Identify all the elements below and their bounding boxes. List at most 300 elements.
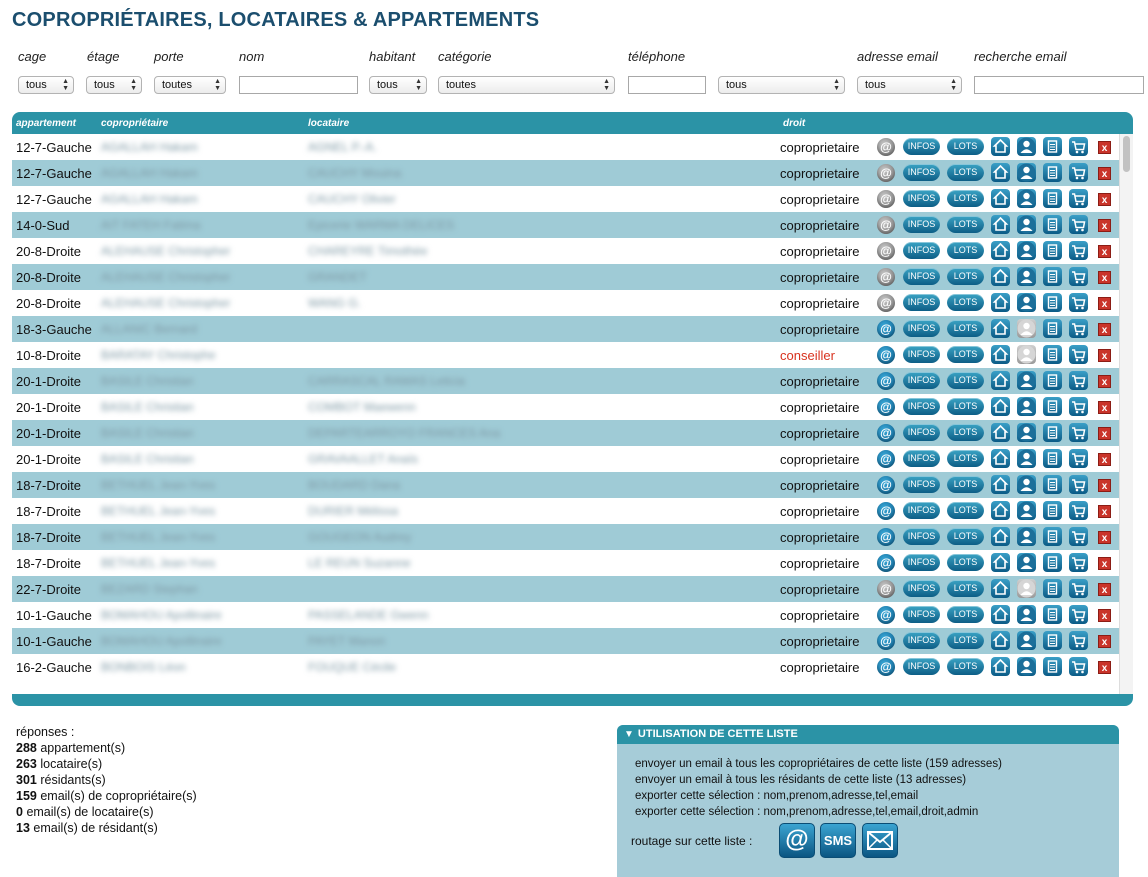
- stat-line: [16, 788, 197, 804]
- document-icon[interactable]: [1043, 605, 1062, 624]
- cell-locataire[interactable]: WANG G.: [308, 296, 361, 310]
- infos-button[interactable]: INFOS: [903, 502, 940, 519]
- lots-button[interactable]: LOTS: [947, 450, 984, 467]
- cell-coproprietaire[interactable]: BONBOIS Léon: [101, 660, 186, 674]
- document-icon[interactable]: [1043, 371, 1062, 390]
- lots-button[interactable]: LOTS: [947, 372, 984, 389]
- infos-button[interactable]: INFOS: [903, 554, 940, 571]
- infos-button[interactable]: INFOS: [903, 294, 940, 311]
- table-row[interactable]: [12, 576, 1119, 602]
- cell-droit: coproprietaire: [780, 556, 860, 571]
- cage-select-value: tous: [26, 79, 47, 91]
- table-row[interactable]: [12, 550, 1119, 576]
- table-row[interactable]: [12, 290, 1119, 316]
- user-icon[interactable]: [1017, 605, 1036, 624]
- document-icon[interactable]: [1043, 553, 1062, 572]
- table-row[interactable]: [12, 264, 1119, 290]
- lots-button[interactable]: LOTS: [947, 476, 984, 493]
- infos-button[interactable]: INFOS: [903, 320, 940, 337]
- cell-appartement: 18-7-Droite: [16, 504, 82, 519]
- email-at-button[interactable]: @: [877, 398, 895, 416]
- filter-label-recherche-email: recherche email: [974, 49, 1067, 64]
- habitant-select[interactable]: [369, 76, 427, 94]
- stat-count: 13: [16, 821, 30, 835]
- routage-sms-button[interactable]: SMS: [820, 823, 856, 858]
- cell-coproprietaire[interactable]: ALEHAUSE Christopher: [101, 270, 231, 284]
- email-at-button[interactable]: @: [877, 450, 895, 468]
- table-row[interactable]: [12, 238, 1119, 264]
- filter-label-etage: étage: [87, 49, 120, 64]
- etage-select[interactable]: [86, 76, 142, 94]
- lots-button[interactable]: LOTS: [947, 398, 984, 415]
- cell-appartement: 12-7-Gauche: [16, 140, 92, 155]
- cage-select[interactable]: [18, 76, 74, 94]
- delete-icon[interactable]: x: [1098, 583, 1111, 596]
- cell-coproprietaire[interactable]: BETHUEL Jean-Yves: [101, 556, 216, 570]
- cell-locataire[interactable]: GRANDET: [308, 270, 367, 284]
- cell-locataire[interactable]: CAUCHY Mouina: [308, 166, 402, 180]
- delete-icon[interactable]: x: [1098, 505, 1111, 518]
- table-row[interactable]: [12, 446, 1119, 472]
- cell-coproprietaire[interactable]: BARATAY Christophe: [101, 348, 216, 362]
- table-row[interactable]: [12, 342, 1119, 368]
- document-icon[interactable]: [1043, 423, 1062, 442]
- cell-locataire[interactable]: CARRASCAL RAMAS Leticia: [308, 374, 465, 388]
- table-row[interactable]: [12, 498, 1119, 524]
- table-row[interactable]: [12, 524, 1119, 550]
- etage-select-value: tous: [94, 79, 115, 91]
- cell-coproprietaire[interactable]: BASILE Christian: [101, 452, 194, 466]
- cart-icon[interactable]: [1069, 163, 1088, 182]
- usage-panel: [617, 725, 1119, 877]
- user-icon[interactable]: [1017, 553, 1036, 572]
- lots-button[interactable]: LOTS: [947, 216, 984, 233]
- grid-scrollbar-thumb[interactable]: [1123, 136, 1130, 172]
- stats-label: réponses :: [16, 725, 75, 739]
- cart-icon[interactable]: [1069, 397, 1088, 416]
- email-at-button[interactable]: @: [877, 242, 895, 260]
- cell-locataire[interactable]: CAUCHY Olivier: [308, 192, 396, 206]
- email-at-button[interactable]: @: [877, 580, 895, 598]
- cell-coproprietaire[interactable]: AGALLAH Hakam: [101, 192, 198, 206]
- home-icon[interactable]: [991, 293, 1010, 312]
- infos-button[interactable]: INFOS: [903, 398, 940, 415]
- infos-button[interactable]: INFOS: [903, 580, 940, 597]
- recherche-email-input[interactable]: [974, 76, 1144, 94]
- document-icon[interactable]: [1043, 397, 1062, 416]
- user-icon[interactable]: [1017, 215, 1036, 234]
- delete-icon[interactable]: x: [1098, 193, 1111, 206]
- table-row[interactable]: [12, 602, 1119, 628]
- cart-icon[interactable]: [1069, 527, 1088, 546]
- cart-icon[interactable]: [1069, 319, 1088, 338]
- stat-text: email(s) de locataire(s): [26, 805, 154, 819]
- cell-droit: coproprietaire: [780, 296, 860, 311]
- telephone-select[interactable]: [718, 76, 845, 94]
- stat-count: 288: [16, 741, 37, 755]
- select-arrows-icon: ▲ ▼: [214, 78, 221, 92]
- home-icon[interactable]: [991, 397, 1010, 416]
- stat-count: 0: [16, 805, 23, 819]
- home-icon[interactable]: [991, 137, 1010, 156]
- cell-locataire[interactable]: GOUGEON Audrey: [308, 530, 412, 544]
- home-icon[interactable]: [991, 449, 1010, 468]
- cell-appartement: 10-1-Gauche: [16, 634, 92, 649]
- cart-icon[interactable]: [1069, 449, 1088, 468]
- table-row[interactable]: [12, 654, 1119, 680]
- home-icon[interactable]: [991, 579, 1010, 598]
- lots-button[interactable]: LOTS: [947, 424, 984, 441]
- cell-coproprietaire[interactable]: BOMAHOU Apollinaire: [101, 634, 222, 648]
- document-icon[interactable]: [1043, 501, 1062, 520]
- delete-icon[interactable]: x: [1098, 661, 1111, 674]
- categorie-select[interactable]: [438, 76, 615, 94]
- column-header-locataire[interactable]: locataire: [308, 118, 350, 129]
- cell-coproprietaire[interactable]: BASILE Christian: [101, 400, 194, 414]
- infos-button[interactable]: INFOS: [903, 242, 940, 259]
- cell-locataire[interactable]: FOUQUE Cécile: [308, 660, 397, 674]
- cart-icon[interactable]: [1069, 605, 1088, 624]
- home-icon[interactable]: [991, 501, 1010, 520]
- cell-locataire[interactable]: AGNEL P.-A.: [308, 140, 377, 154]
- document-icon[interactable]: [1043, 189, 1062, 208]
- table-row[interactable]: [12, 628, 1119, 654]
- email-at-button[interactable]: @: [877, 216, 895, 234]
- lots-button[interactable]: LOTS: [947, 268, 984, 285]
- lots-button[interactable]: LOTS: [947, 580, 984, 597]
- user-icon[interactable]: [1017, 189, 1036, 208]
- stat-text: locataire(s): [40, 757, 103, 771]
- infos-button[interactable]: INFOS: [903, 424, 940, 441]
- column-header-coproprietaire[interactable]: copropriétaire: [101, 118, 169, 129]
- home-icon[interactable]: [991, 657, 1010, 676]
- user-icon[interactable]: [1017, 137, 1036, 156]
- delete-icon[interactable]: x: [1098, 427, 1111, 440]
- cell-coproprietaire[interactable]: BASILE Christian: [101, 374, 194, 388]
- cart-icon[interactable]: [1069, 501, 1088, 520]
- cell-droit: coproprietaire: [780, 218, 860, 233]
- cell-appartement: 10-8-Droite: [16, 348, 82, 363]
- lots-button[interactable]: LOTS: [947, 242, 984, 259]
- infos-button[interactable]: INFOS: [903, 450, 940, 467]
- porte-select[interactable]: [154, 76, 226, 94]
- table-row[interactable]: [12, 160, 1119, 186]
- document-icon[interactable]: [1043, 215, 1062, 234]
- delete-icon[interactable]: x: [1098, 453, 1111, 466]
- email-at-button[interactable]: @: [877, 554, 895, 572]
- delete-icon[interactable]: x: [1098, 557, 1111, 570]
- cell-locataire[interactable]: CHAREYRE Timothée: [308, 244, 428, 258]
- user-icon[interactable]: [1017, 657, 1036, 676]
- user-icon[interactable]: [1017, 397, 1036, 416]
- cell-droit: coproprietaire: [780, 452, 860, 467]
- infos-button[interactable]: INFOS: [903, 138, 940, 155]
- cell-appartement: 20-1-Droite: [16, 426, 82, 441]
- cart-icon[interactable]: [1069, 553, 1088, 572]
- home-icon[interactable]: [991, 371, 1010, 390]
- email-at-button[interactable]: @: [877, 372, 895, 390]
- cart-icon[interactable]: [1069, 423, 1088, 442]
- stat-line: [16, 820, 197, 836]
- grid-header: [12, 112, 1133, 134]
- cell-coproprietaire[interactable]: BASILE Christian: [101, 426, 194, 440]
- document-icon[interactable]: [1043, 527, 1062, 546]
- cart-icon[interactable]: [1069, 241, 1088, 260]
- delete-icon[interactable]: x: [1098, 635, 1111, 648]
- infos-button[interactable]: INFOS: [903, 216, 940, 233]
- cell-appartement: 20-8-Droite: [16, 296, 82, 311]
- infos-button[interactable]: INFOS: [903, 164, 940, 181]
- cell-locataire[interactable]: DURIER Mélissa: [308, 504, 399, 518]
- select-arrows-icon: ▲ ▼: [950, 78, 957, 92]
- lots-button[interactable]: LOTS: [947, 528, 984, 545]
- lots-button[interactable]: LOTS: [947, 502, 984, 519]
- email-at-button[interactable]: @: [877, 268, 895, 286]
- home-icon[interactable]: [991, 553, 1010, 572]
- stat-line: [16, 804, 197, 820]
- user-icon[interactable]: [1017, 579, 1036, 598]
- table-row[interactable]: [12, 316, 1119, 342]
- home-icon[interactable]: [991, 475, 1010, 494]
- user-icon[interactable]: [1017, 631, 1036, 650]
- cell-locataire[interactable]: PASSELANDE Gwenn: [308, 608, 429, 622]
- cart-icon[interactable]: [1069, 657, 1088, 676]
- table-row[interactable]: [12, 186, 1119, 212]
- cell-coproprietaire[interactable]: BETHUEL Jean-Yves: [101, 530, 216, 544]
- cell-coproprietaire[interactable]: BEZARD Stephan: [101, 582, 198, 596]
- home-icon[interactable]: [991, 605, 1010, 624]
- column-header-droit[interactable]: droit: [783, 118, 806, 129]
- document-icon[interactable]: [1043, 163, 1062, 182]
- filter-label-nom: nom: [239, 49, 265, 64]
- delete-icon[interactable]: x: [1098, 271, 1111, 284]
- table-row[interactable]: [12, 212, 1119, 238]
- delete-icon[interactable]: x: [1098, 349, 1111, 362]
- user-icon[interactable]: [1017, 163, 1036, 182]
- cell-locataire[interactable]: Epicerie WARMA DELICES: [308, 218, 455, 232]
- infos-button[interactable]: INFOS: [903, 658, 940, 675]
- cell-locataire[interactable]: DEPARTEARROYO FRANCES Ana: [308, 426, 501, 440]
- cell-coproprietaire[interactable]: BOMAHOU Apollinaire: [101, 608, 222, 622]
- document-icon[interactable]: [1043, 657, 1062, 676]
- user-icon[interactable]: [1017, 449, 1036, 468]
- email-at-button[interactable]: @: [877, 346, 895, 364]
- delete-icon[interactable]: x: [1098, 609, 1111, 622]
- document-icon[interactable]: [1043, 137, 1062, 156]
- cart-icon[interactable]: [1069, 345, 1088, 364]
- filter-label-telephone: téléphone: [628, 49, 686, 64]
- cell-locataire[interactable]: COMBOT Maewenn: [308, 400, 416, 414]
- delete-icon[interactable]: x: [1098, 141, 1111, 154]
- home-icon[interactable]: [991, 163, 1010, 182]
- cell-droit: coproprietaire: [780, 608, 860, 623]
- email-at-button[interactable]: @: [877, 320, 895, 338]
- cell-coproprietaire[interactable]: AIT FATEH Fatima: [101, 218, 201, 232]
- email-at-button[interactable]: @: [877, 294, 895, 312]
- export-basic-link[interactable]: exporter cette sélection : nom,prenom,adresse,tel,email: [635, 790, 919, 802]
- infos-button[interactable]: INFOS: [903, 528, 940, 545]
- cell-appartement: 18-3-Gauche: [16, 322, 92, 337]
- lots-button[interactable]: LOTS: [947, 346, 984, 363]
- select-arrows-icon: ▲ ▼: [603, 78, 610, 92]
- email-at-button[interactable]: @: [877, 632, 895, 650]
- email-at-button[interactable]: @: [877, 528, 895, 546]
- stat-count: 159: [16, 789, 37, 803]
- email-at-button[interactable]: @: [877, 606, 895, 624]
- delete-icon[interactable]: x: [1098, 531, 1111, 544]
- user-icon[interactable]: [1017, 475, 1036, 494]
- home-icon[interactable]: [991, 189, 1010, 208]
- infos-button[interactable]: INFOS: [903, 268, 940, 285]
- document-icon[interactable]: [1043, 319, 1062, 338]
- infos-button[interactable]: INFOS: [903, 372, 940, 389]
- home-icon[interactable]: [991, 423, 1010, 442]
- delete-icon[interactable]: x: [1098, 375, 1111, 388]
- export-full-link[interactable]: exporter cette sélection : nom,prenom,adresse,tel,email,droit,admin: [635, 806, 979, 818]
- cell-appartement: 10-1-Gauche: [16, 608, 92, 623]
- cell-coproprietaire[interactable]: AGALLAH Hakam: [101, 140, 198, 154]
- filter-label-habitant: habitant: [369, 49, 416, 64]
- home-icon[interactable]: [991, 319, 1010, 338]
- lots-button[interactable]: LOTS: [947, 606, 984, 623]
- home-icon[interactable]: [991, 267, 1010, 286]
- lots-button[interactable]: LOTS: [947, 658, 984, 675]
- cell-coproprietaire[interactable]: ALEHAUSE Christopher: [101, 296, 231, 310]
- routage-email-button[interactable]: @: [779, 823, 815, 858]
- cell-locataire[interactable]: PAYET Manon: [308, 634, 386, 648]
- infos-button[interactable]: INFOS: [903, 346, 940, 363]
- lots-button[interactable]: LOTS: [947, 190, 984, 207]
- infos-button[interactable]: INFOS: [903, 632, 940, 649]
- cell-coproprietaire[interactable]: AGALLAH Hakam: [101, 166, 198, 180]
- send-email-owners-link[interactable]: envoyer un email à tous les copropriétaires de cette liste (159 adresses): [635, 758, 1002, 770]
- lots-button[interactable]: LOTS: [947, 320, 984, 337]
- cell-coproprietaire[interactable]: BETHUEL Jean-Yves: [101, 504, 216, 518]
- email-at-button[interactable]: @: [877, 424, 895, 442]
- cell-coproprietaire[interactable]: ALLANIC Bernard: [101, 322, 198, 336]
- delete-icon[interactable]: x: [1098, 297, 1111, 310]
- user-icon[interactable]: [1017, 423, 1036, 442]
- user-icon[interactable]: [1017, 293, 1036, 312]
- infos-button[interactable]: INFOS: [903, 476, 940, 493]
- delete-icon[interactable]: x: [1098, 479, 1111, 492]
- user-icon[interactable]: [1017, 371, 1036, 390]
- table-row[interactable]: [12, 472, 1119, 498]
- user-icon[interactable]: [1017, 319, 1036, 338]
- cell-appartement: 22-7-Droite: [16, 582, 82, 597]
- user-icon[interactable]: [1017, 241, 1036, 260]
- adresse-email-select[interactable]: [857, 76, 962, 94]
- home-icon[interactable]: [991, 215, 1010, 234]
- infos-button[interactable]: INFOS: [903, 606, 940, 623]
- email-at-button[interactable]: @: [877, 658, 895, 676]
- document-icon[interactable]: [1043, 267, 1062, 286]
- home-icon[interactable]: [991, 241, 1010, 260]
- delete-icon[interactable]: x: [1098, 219, 1111, 232]
- email-at-button[interactable]: @: [877, 138, 895, 156]
- document-icon[interactable]: [1043, 449, 1062, 468]
- adresse-email-select-value: tous: [865, 79, 886, 91]
- infos-button[interactable]: INFOS: [903, 190, 940, 207]
- delete-icon[interactable]: x: [1098, 401, 1111, 414]
- cell-coproprietaire[interactable]: ALEHAUSE Christopher: [101, 244, 231, 258]
- cell-locataire[interactable]: BOUDARD Dana: [308, 478, 401, 492]
- document-icon[interactable]: [1043, 475, 1062, 494]
- document-icon[interactable]: [1043, 293, 1062, 312]
- home-icon[interactable]: [991, 345, 1010, 364]
- cart-icon[interactable]: [1069, 189, 1088, 208]
- cell-droit: conseiller: [780, 348, 835, 363]
- select-arrows-icon: ▲ ▼: [415, 78, 422, 92]
- cart-icon[interactable]: [1069, 631, 1088, 650]
- telephone-input[interactable]: [628, 76, 706, 94]
- delete-icon[interactable]: x: [1098, 245, 1111, 258]
- nom-input[interactable]: [239, 76, 358, 94]
- cart-icon[interactable]: [1069, 579, 1088, 598]
- lots-button[interactable]: LOTS: [947, 138, 984, 155]
- usage-panel-header[interactable]: [617, 725, 1119, 744]
- home-icon[interactable]: [991, 527, 1010, 546]
- cart-icon[interactable]: [1069, 371, 1088, 390]
- email-at-button[interactable]: @: [877, 502, 895, 520]
- email-at-button[interactable]: @: [877, 190, 895, 208]
- cart-icon[interactable]: [1069, 215, 1088, 234]
- lots-button[interactable]: LOTS: [947, 294, 984, 311]
- table-row[interactable]: [12, 420, 1119, 446]
- column-header-appartement[interactable]: appartement: [16, 118, 77, 129]
- cell-droit: coproprietaire: [780, 166, 860, 181]
- document-icon[interactable]: [1043, 631, 1062, 650]
- results-grid: [12, 112, 1133, 706]
- cell-droit: coproprietaire: [780, 504, 860, 519]
- lots-button[interactable]: LOTS: [947, 554, 984, 571]
- table-row[interactable]: [12, 134, 1119, 160]
- send-email-residents-link[interactable]: envoyer un email à tous les résidants de cette liste (13 adresses): [635, 774, 967, 786]
- document-icon[interactable]: [1043, 345, 1062, 364]
- table-row[interactable]: [12, 394, 1119, 420]
- cart-icon[interactable]: [1069, 293, 1088, 312]
- email-at-button[interactable]: @: [877, 476, 895, 494]
- home-icon[interactable]: [991, 631, 1010, 650]
- cart-icon[interactable]: [1069, 137, 1088, 156]
- table-row[interactable]: [12, 368, 1119, 394]
- habitant-select-value: tous: [377, 79, 398, 91]
- delete-icon[interactable]: x: [1098, 167, 1111, 180]
- lots-button[interactable]: LOTS: [947, 164, 984, 181]
- email-at-button[interactable]: @: [877, 164, 895, 182]
- stat-text: email(s) de copropriétaire(s): [40, 789, 197, 803]
- delete-icon[interactable]: x: [1098, 323, 1111, 336]
- cell-locataire[interactable]: GRAVAALLET Anaïs: [308, 452, 419, 466]
- user-icon[interactable]: [1017, 267, 1036, 286]
- routage-mail-button[interactable]: [862, 823, 898, 858]
- cart-icon[interactable]: [1069, 267, 1088, 286]
- document-icon[interactable]: [1043, 241, 1062, 260]
- cell-appartement: 20-1-Droite: [16, 400, 82, 415]
- document-icon[interactable]: [1043, 579, 1062, 598]
- cell-coproprietaire[interactable]: BETHUEL Jean-Yves: [101, 478, 216, 492]
- cart-icon[interactable]: [1069, 475, 1088, 494]
- user-icon[interactable]: [1017, 345, 1036, 364]
- grid-scrollbar[interactable]: [1119, 134, 1133, 694]
- user-icon[interactable]: [1017, 501, 1036, 520]
- lots-button[interactable]: LOTS: [947, 632, 984, 649]
- filter-labels: [0, 49, 1148, 67]
- cell-locataire[interactable]: LE REUN Suzanne: [308, 556, 411, 570]
- stat-text: appartement(s): [40, 741, 126, 755]
- stat-line: [16, 740, 197, 756]
- user-icon[interactable]: [1017, 527, 1036, 546]
